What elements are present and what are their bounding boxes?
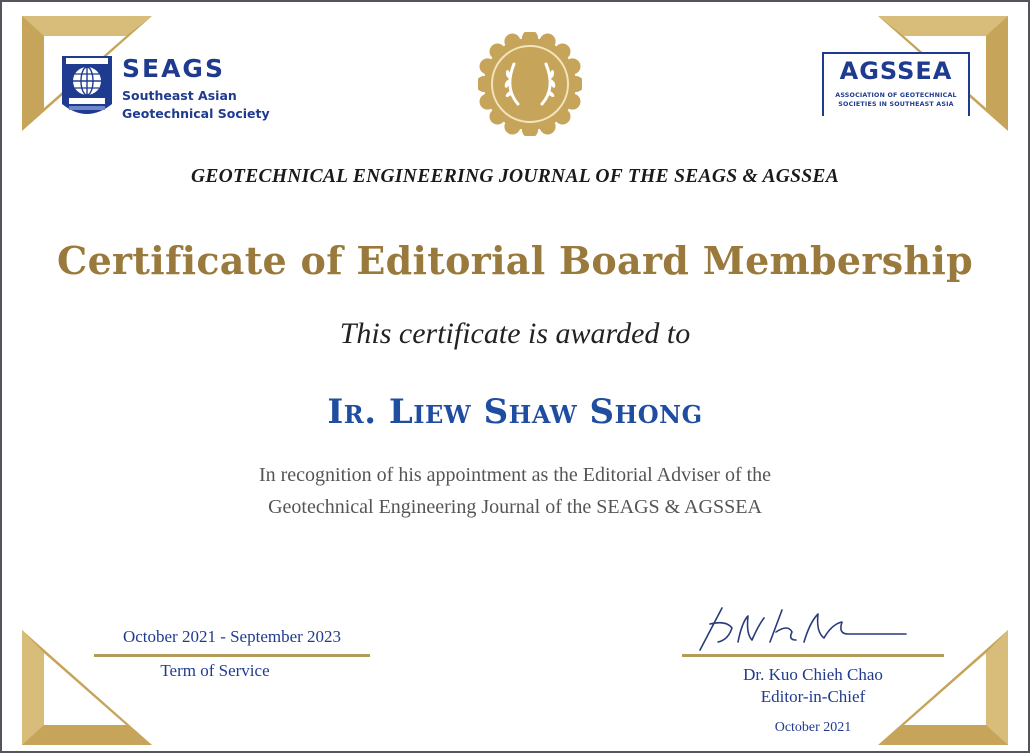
signature-date: October 2021 — [774, 720, 852, 735]
bottom-left-corner-ornament — [22, 630, 152, 745]
recognition-line1: In recognition of his appointment as the Editorial Adviser of the — [258, 464, 772, 486]
globe-emblem-icon — [60, 52, 114, 122]
laurel-seal-icon — [478, 32, 582, 136]
signature-divider — [682, 654, 944, 657]
signatory-name: Dr. Kuo Chieh Chao — [743, 665, 883, 684]
agssea-logo — [822, 52, 970, 116]
seags-name: SEAGS — [122, 54, 225, 83]
agssea-name: AGSSEA — [839, 57, 953, 85]
signature — [692, 602, 912, 654]
seags-subtitle-line2: Geotechnical Society — [122, 106, 270, 121]
recipient-name: Ir. Liew Shaw Shong — [327, 392, 703, 432]
term-divider — [94, 654, 370, 657]
seags-subtitle-line1: Southeast Asian — [122, 88, 237, 103]
agssea-subtitle-line2: SOCIETIES IN SOUTHEAST ASIA — [838, 101, 954, 108]
certificate-title: Certificate of Editorial Board Membership — [57, 238, 973, 283]
term-label: Term of Service — [160, 661, 270, 680]
awarded-text: This certificate is awarded to — [339, 317, 691, 350]
recognition-line2: Geotechnical Engineering Journal of the SEAGS & AGSSEA — [268, 496, 762, 518]
term-dates: October 2021 - September 2023 — [122, 627, 342, 646]
seags-logo — [60, 52, 300, 126]
journal-title: GEOTECHNICAL ENGINEERING JOURNAL OF THE SEAGS & AGSSEA — [190, 166, 840, 187]
signatory-role: Editor-in-Chief — [760, 687, 866, 706]
agssea-subtitle-line1: ASSOCIATION OF GEOTECHNICAL — [835, 92, 957, 99]
